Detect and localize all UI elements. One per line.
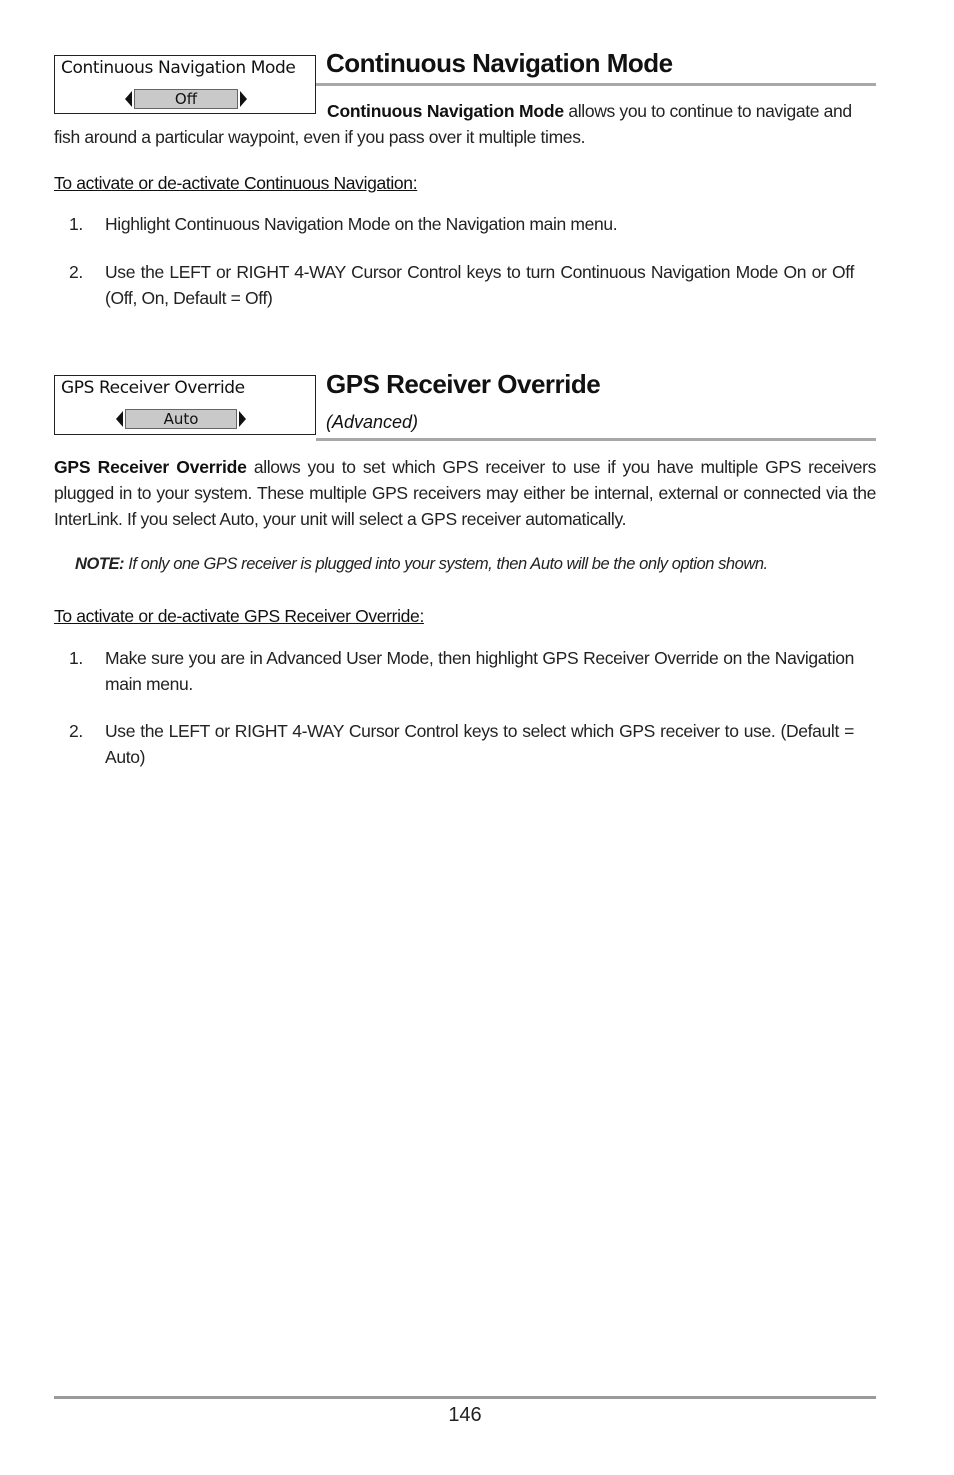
procedure-step: [69, 645, 854, 697]
gps-receiver-override-menu-widget: [54, 375, 316, 435]
section-description: [54, 98, 876, 150]
section-title-rule: [316, 438, 876, 441]
description-term: Continuous Navigation Mode: [327, 101, 564, 121]
page-number: 146: [448, 1404, 482, 1426]
step-text: Use the LEFT or RIGHT 4-WAY Cursor Control keys to turn Continuous Navigation Mode On or Off (Off, On, Default = Off): [105, 262, 854, 308]
step-number: 1.: [69, 648, 83, 668]
section-subtitle: (Advanced): [326, 412, 419, 432]
procedure-step: [69, 718, 854, 770]
description-term: GPS Receiver Override: [54, 457, 247, 477]
step-number: 2.: [69, 721, 83, 741]
step-text: Use the LEFT or RIGHT 4-WAY Cursor Control keys to select which GPS receiver to use. (Default = Auto): [105, 721, 854, 767]
note-text: If only one GPS receiver is plugged into your system, then Auto will be the only option shown.: [124, 555, 768, 573]
description-text: allows you to set which GPS receiver to use if you have multiple GPS receivers plugged in to your system. These multiple GPS receivers may either be internal, external or connected via the InterLink. If you select Auto, your unit will select a GPS receiver automatically.: [54, 457, 876, 529]
left-arrow-icon: [116, 411, 123, 427]
procedure-step: [69, 211, 854, 237]
menu-label: Continuous Navigation Mode: [61, 58, 296, 78]
step-text: Highlight Continuous Navigation Mode on the Navigation main menu.: [105, 214, 618, 234]
step-number: 1.: [69, 214, 83, 234]
menu-value: Off: [134, 89, 238, 109]
section-title: Continuous Navigation Mode: [326, 48, 673, 78]
procedure-heading: To activate or de-activate GPS Receiver Override:: [54, 606, 424, 626]
right-arrow-icon: [239, 411, 246, 427]
menu-value: Auto: [125, 409, 237, 429]
procedure-step: [69, 259, 854, 311]
step-text: Make sure you are in Advanced User Mode, then highlight GPS Receiver Override on the Navigation main menu.: [105, 648, 854, 694]
description-text-line2: fish around a particular waypoint, even if you pass over it multiple times.: [54, 127, 586, 147]
section-title: GPS Receiver Override: [326, 369, 601, 399]
section-description: [54, 454, 876, 532]
description-text: allows you to continue to navigate and: [563, 101, 852, 121]
menu-label: GPS Receiver Override: [61, 378, 245, 398]
step-number: 2.: [69, 262, 83, 282]
note-label: NOTE:: [75, 555, 125, 573]
footer-rule: [54, 1396, 876, 1399]
procedure-heading: To activate or de-activate Continuous Navigation:: [54, 173, 418, 193]
note: [75, 555, 768, 574]
menu-value-selector: [116, 409, 246, 429]
section-title-rule: [316, 83, 876, 86]
